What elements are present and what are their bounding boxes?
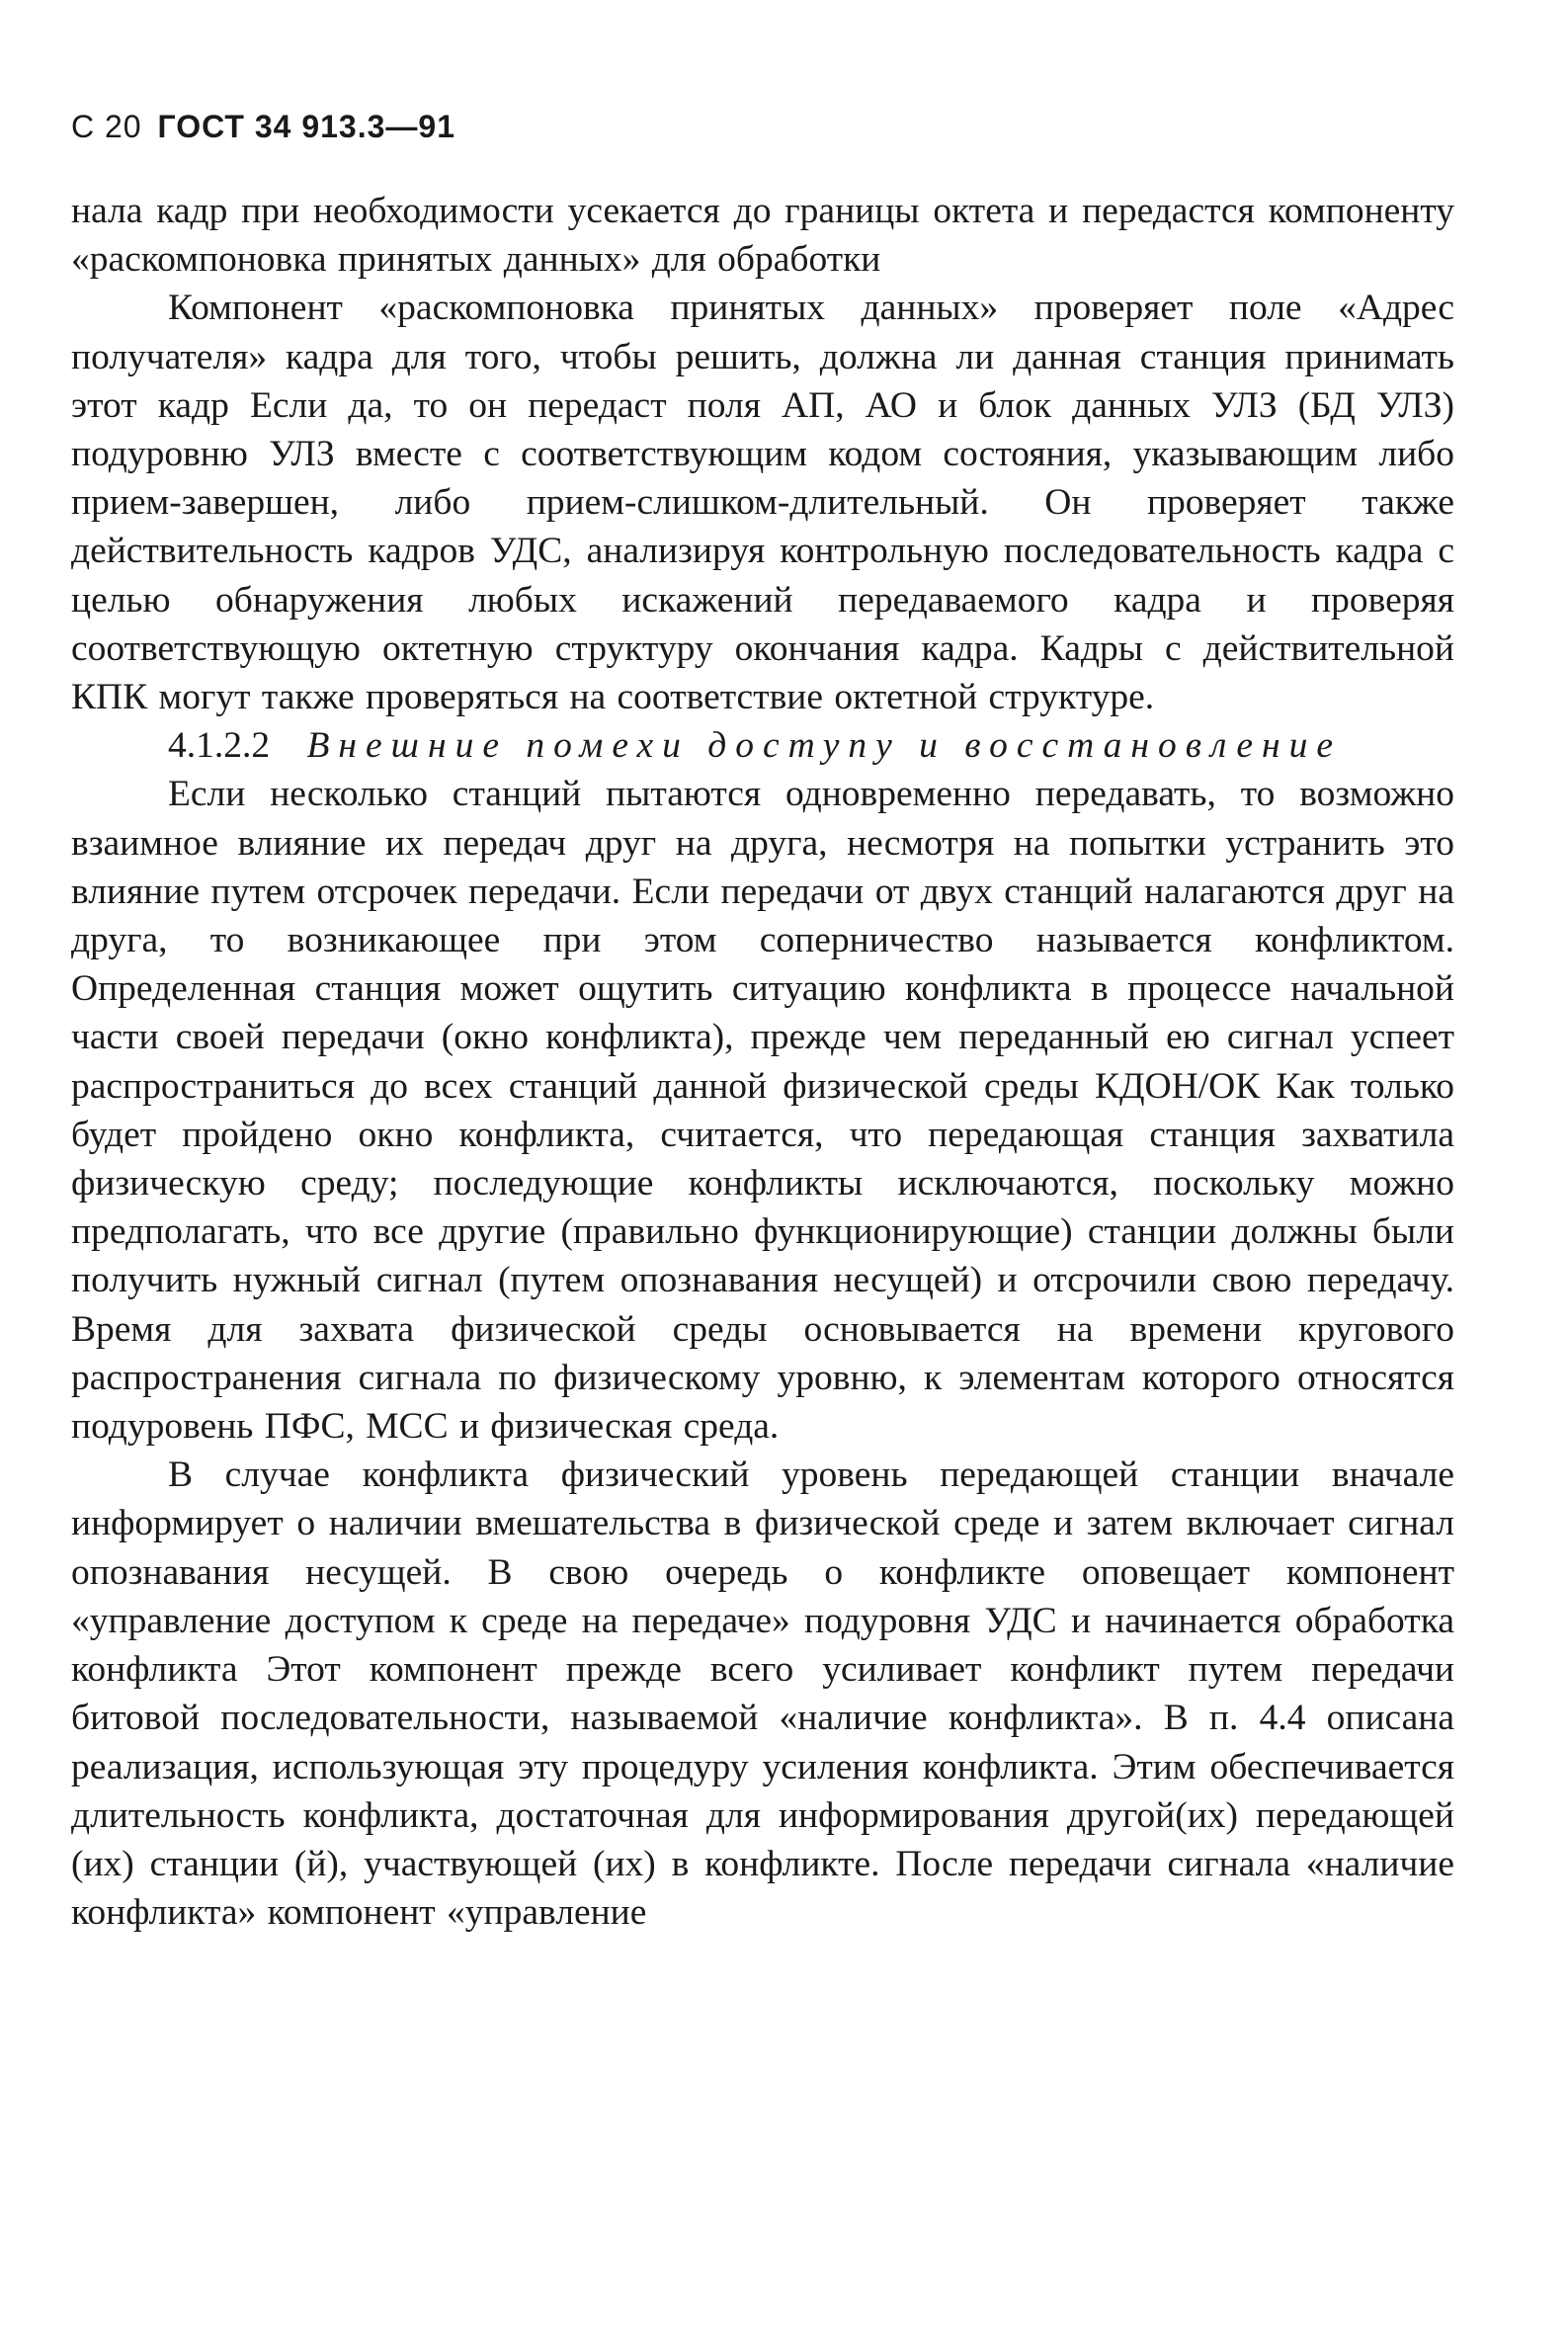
paragraph-conflict-handling: В случае конфликта физический уровень передающей станции вначале информирует о наличии вмешательства в физической среде и затем включает сигнал опознавания несущей. В свою очередь о конфликте оповещает компонент «управление доступом к среде на передаче» подуровня УДС и начинается обработка конфликта Этот компонент прежде всего усиливает конфликт путем передачи битовой последовательности, называемой «наличие конфликта». В п. 4.4 описана реализация, использующая эту процедуру усиления конфликта. Этим обеспечивается длительность конфликта, достаточная для информирования другой(их) передающей (их) станции (й), участвующей (их) в конфликте. После передачи сигнала «наличие конфликта» компонент «управление	[71, 1454, 1454, 1934]
section-title: Внешние помехи доступу и восстановление	[306, 725, 1342, 767]
document-page	[71, 109, 1454, 1937]
page-header	[71, 109, 1454, 145]
section-heading	[71, 721, 1454, 770]
standard-code: ГОСТ 34 913.3—91	[157, 109, 455, 144]
paragraph-conflict-intro: Если несколько станций пытаются одновременно передавать, то возможно взаимное влияние их передач друг на друга, несмотря на попытки устранить это влияние путем отсрочек передачи. Если передачи от двух станций налагаются друг на друга, то возникающее при этом соперничество называется конфликтом. Определенная станция может ощутить ситуацию конфликта в процессе начальной части своей передачи (окно конфликта), прежде чем переданный ею сигнал успеет распространиться до всех станций данной физической среды КДОН/ОК Как только будет пройдено окно конфликта, считается, что передающая станция захватила физическую среду; последующие конфликты исключаются, поскольку можно предполагать, что все другие (правильно функционирующие) станции должны были получить нужный сигнал (путем опознавания несущей) и отсрочили свою передачу. Время для захвата физической среды основывается на времени кругового распространения сигнала по физическому уровню, к элементам которого относятся подуровень ПФС, МСС и физическая среда.	[71, 774, 1454, 1448]
page-number: С 20	[71, 109, 142, 144]
paragraph-component-check: Компонент «раскомпоновка принятых данных» проверяет поле «Адрес получателя» кадра для того, чтобы решить, должна ли данная станция принимать этот кадр Если да, то он передаст поля АП, АО и блок данных УЛЗ (БД УЛЗ) подуровню УЛЗ вместе с соответствующим кодом состояния, указывающим либо прием-завершен, либо прием-слишком-длительный. Он проверяет также действительность кадров УДС, анализируя контрольную последовательность кадра с целью обнаружения любых искажений передаваемого кадра и проверяя соответствующую октетную структуру окончания кадра. Кадры с действительной КПК могут также проверяться на соответствие октетной структуре.	[71, 288, 1454, 718]
section-number: 4.1.2.2	[168, 725, 271, 767]
paragraph-continuation: нала кадр при необходимости усекается до границы октета и передастся компоненту «раскомпоновка принятых данных» для обработки	[71, 191, 1454, 281]
